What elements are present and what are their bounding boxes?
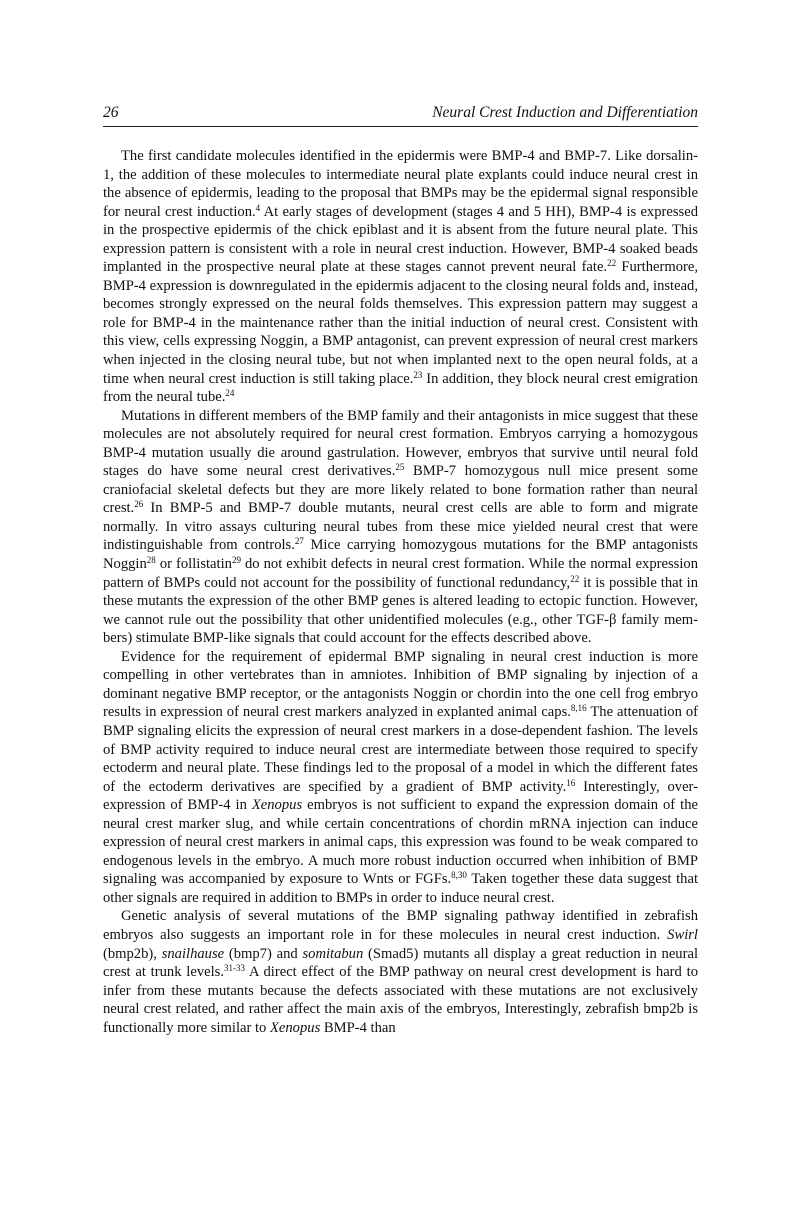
text-run: The first candidate molecules identified in the epidermis were BMP-4 and BMP-7. Like dorsalin-1, the addition of these molecules to intermediate neural plate explants could induce neural crest in the absence of epidermis, leading to the proposal that BMPs may be the epidermal signal responsible for neural crest induction.	[103, 148, 698, 220]
text-run: do not exhibit defects in neural crest formation. While the normal expression pattern of BMPs could not account for the possibility of functional redundancy,	[103, 556, 698, 591]
text-run: In BMP-5 and BMP-7 double mutants, neural crest cells are able to form and migrate normally. In vitro assays culturing neural tubes from these mice yielded neural crest that were indistinguishable from controls.	[103, 500, 698, 554]
text-run: (bmp7) and	[224, 945, 303, 962]
citation-superscript: 8,30	[451, 870, 467, 881]
citation-superscript: 31-33	[223, 963, 245, 974]
text-run: embryos is not sufficient to expand the expression domain of the neural crest marker slug, and while certain concentrations of chordin mRNA injection can induce expression of neural crest markers in animal caps, this expression was found to be weak compared to endogenous levels in the embryo. A much more robust induction occurred when inhibition of BMP signaling was accompanied by exposure to Wnts or FGFs.	[103, 797, 698, 888]
running-title: Neural Crest Induction and Differentiation	[432, 104, 698, 121]
citation-superscript: 26	[134, 499, 144, 510]
citation-superscript: 4	[255, 202, 261, 213]
citation-superscript: 8,16	[570, 703, 587, 714]
citation-superscript: 22	[607, 258, 617, 269]
citation-superscript: 29	[231, 555, 241, 566]
text-run: A direct effect of the BMP pathway on neural crest development is hard to infer from these mutants because the defects associated with these mutations are not exclusively neural crest related, and rather affect the main axis of the embryos, Interestingly, zebrafish bmp2b is functionally more similar to	[103, 964, 698, 1036]
body-text	[103, 147, 698, 1037]
running-header	[103, 104, 698, 127]
italic-term: Swirl	[667, 926, 698, 943]
paragraph	[103, 147, 698, 407]
text-run: Furthermore, BMP-4 expression is downregulated in the epidermis adjacent to the closing neural folds and, instead, becomes strongly expressed on the neural folds themselves. This expression pattern may suggest a role for BMP-4 in the maintenance rather than the initial induction of neural crest. Consistent with this view, cells expressing Noggin, a BMP antagonist, can prevent expression of neural crest markers when injected in the closing neural tube, but not when implanted next to the open neural folds, at a time when neural crest induction is still taking place.	[103, 259, 698, 387]
text-run: BMP-7 homozygous null mice present some craniofacial skeletal defects but they are more likely related to bone formation rather than neural crest.	[103, 463, 698, 517]
text-run: (bmp2b),	[103, 945, 162, 962]
citation-superscript: 25	[395, 462, 405, 473]
paragraph	[103, 648, 698, 908]
page-number: 26	[103, 104, 119, 121]
text-run: or follistatin	[155, 556, 232, 573]
text-run: Genetic analysis of several mutations of the BMP signaling pathway identified in zebrafish embryos also suggests an important role in for these molecules in neural crest induction.	[103, 908, 698, 943]
citation-superscript: 28	[146, 555, 156, 566]
citation-superscript: 27	[294, 536, 304, 547]
citation-superscript: 16	[566, 777, 576, 788]
text-run: Interestingly, over-expression of BMP-4 in	[103, 778, 698, 814]
italic-term: snailhause	[161, 945, 225, 962]
text-run: The attenuation of BMP signaling elicits the expression of neural crest markers in a dose-dependent fashion. The levels of BMP activity required to induce neural crest are intermediate between those required to specify ectoderm and neural plate. These findings led to the proposal of a model in which the different fates of the ectoderm derivatives are specified by a gradient of BMP activity.	[103, 704, 698, 795]
text-run: Evidence for the requirement of epidermal BMP signaling in neural crest induction is more compelling in other vertebrates than in amniotes. Inhibition of BMP signaling by injection of a dominant negative BMP receptor, or the antagonists Noggin or chordin into the one cell frog embryo results in expression of neural crest markers analyzed in explanted animal caps.	[103, 648, 698, 721]
citation-superscript: 23	[413, 369, 423, 380]
text-run: Taken together these data suggest that other signals are required in addition to BMPs in order to induce neural crest.	[103, 871, 699, 906]
italic-term: Xenopus	[269, 1019, 321, 1036]
citation-superscript: 24	[225, 388, 235, 399]
text-run: At early stages of development (stages 4 and 5 HH), BMP-4 is expressed in the prospective epidermis of the chick epiblast and it is absent from the future neural plate. This expression pattern is consistent with a role in neural crest induction. However, BMP-4 soaked beads implanted in the prospective neural plate at these stages cannot prevent neural fate.	[103, 203, 699, 276]
paragraph	[103, 907, 698, 1037]
citation-superscript: 22	[570, 573, 580, 584]
italic-term: somitabun	[302, 945, 364, 962]
text-run: BMP-4 than	[320, 1019, 396, 1036]
text-run: Mutations in different members of the BMP family and their antagonists in mice suggest that these molecules are not absolutely required for neural crest formation. Embryos carrying a homozygous BMP-4 mutation usually die around gastrulation. However, embryos that survive until neural fold stages do have some neural crest derivatives.	[103, 407, 698, 480]
text-run: (Smad5) mutants all display a great reduction in neural crest at trunk levels.	[103, 945, 698, 981]
text-run: Mice carrying homozygous mutations for the BMP antagonists Noggin	[103, 537, 698, 573]
text-run: it is possible that in these mutants the expression of the other BMP genes is altered leading to ectopic function. However, we cannot rule out the possibility that other unidentified molecules (e.g., other TGF-β family members) stimulate BMP-like signals that could account for the effects described above.	[103, 574, 699, 647]
italic-term: Xenopus	[251, 797, 303, 814]
paragraph	[103, 407, 698, 648]
text-run: In addition, they block neural crest emigration from the neural tube.	[103, 370, 698, 406]
